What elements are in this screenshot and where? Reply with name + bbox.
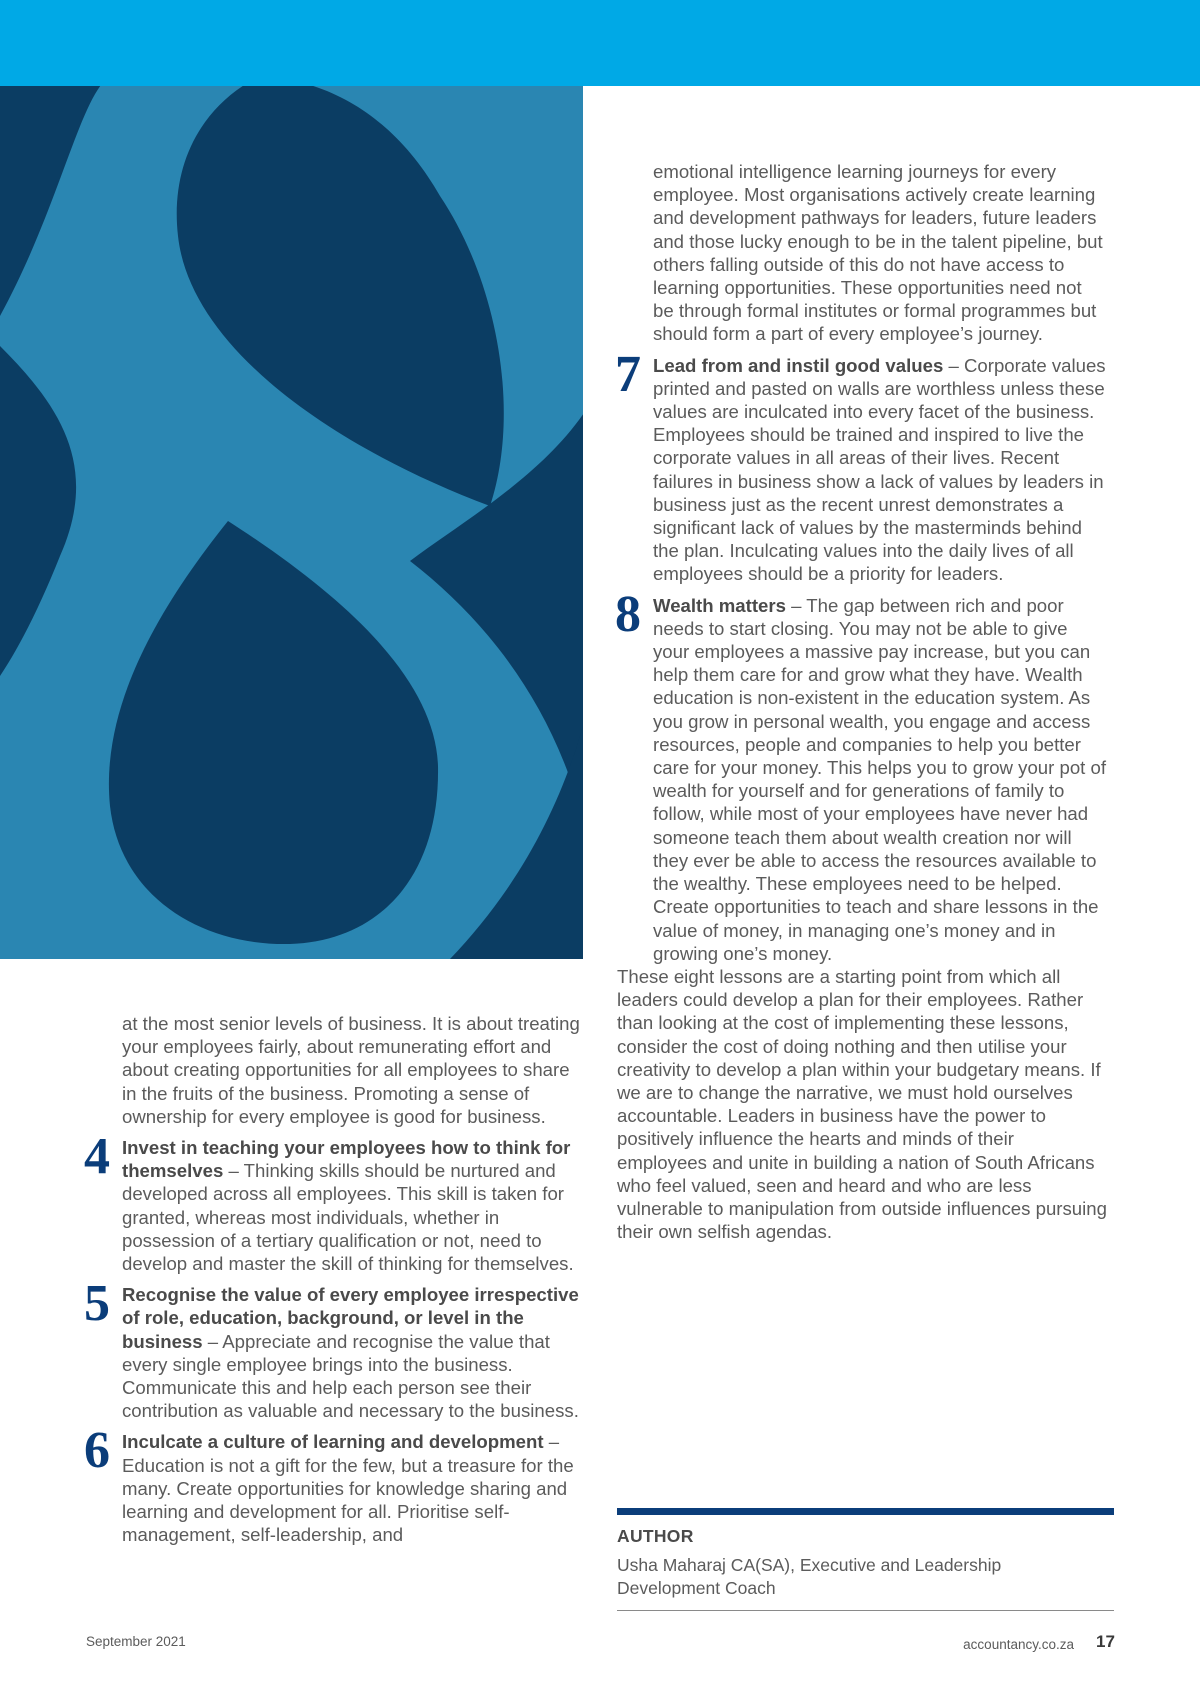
lesson-body: – Education is not a gift for the few, but a treasure for the many. Create opportunities for knowledge sharing and learning and development for all. Prioritise self-management, self-leadership, and: [122, 1431, 574, 1546]
lesson-item-6: [84, 1422, 586, 1546]
lesson-paragraph: [122, 1430, 586, 1546]
author-name: Usha Maharaj CA(SA), Executive and Leadership Development Coach: [617, 1555, 1002, 1598]
hero-numeral-graphic: [0, 86, 583, 959]
page-number: 17: [1096, 1632, 1115, 1651]
footer-site: accountancy.co.za: [963, 1637, 1074, 1652]
lesson-paragraph: [122, 1283, 586, 1422]
lesson-heading: Inculcate a culture of learning and development: [122, 1431, 544, 1453]
lesson-number: 6: [84, 1422, 110, 1480]
lesson-paragraph: [122, 1136, 586, 1275]
author-top-rule: [617, 1508, 1114, 1515]
author-heading: AUTHOR: [617, 1526, 694, 1546]
lesson-number: 7: [615, 345, 641, 403]
lesson-item-8: [615, 585, 1107, 965]
lesson-heading: Recognise the value of every employee irrespective of role, education, background, or level in the business: [122, 1284, 579, 1352]
closing-paragraph: These eight lessons are a starting point from which all leaders could develop a plan for their employees. Rather than looking at the cost of implementing these lessons, consider the cost of doing nothing and then utilise your creativity to develop a plan within your budgetary means. If we are to change the narrative, we must hold ourselves accountable. Leaders in business have the power to positively influence the hearts and minds of their employees and unite in building a nation of South Africans who feel valued, seen and heard and who are less vulnerable to manipulation from outside influences pursuing their own selfish agendas.: [617, 965, 1107, 1243]
right-text-column: [617, 160, 1107, 1243]
lesson-body: – Corporate values printed and pasted on walls are worthless unless these values are inculcated into every facet of the business. Employees should be trained and inspired to live the corporate values in all areas of their lives. Recent failures in business show a lack of values by leaders in business just as the recent unrest demonstrates a significant lack of values by the masterminds behind the plan. Inculcating values into the daily lives of all employees should be a priority for leaders.: [653, 354, 1106, 585]
lesson-item-5: [84, 1275, 586, 1422]
lesson-heading: Wealth matters: [653, 594, 786, 616]
top-color-bar: [0, 0, 1200, 86]
lesson-item-7: [615, 345, 1107, 586]
lesson-heading: Lead from and instil good values: [653, 354, 944, 376]
lesson-paragraph: [653, 594, 1107, 965]
lesson-body: – The gap between rich and poor needs to start closing. You may not be able to give your employees a massive pay increase, but you can help them care for and grow what they have. Wealth education is non-existent in the education system. As you grow in personal wealth, you engage and access resources, people and companies to help you better care for your money. This helps you to grow your pot of wealth for yourself and for generations of family to follow, while most of your employees have never had someone teach them about wealth creation nor will they ever be able to access the resources available to the wealthy. These employees need to be helped. Create opportunities to teach and share lessons in the value of money, in managing one’s money and in growing one’s money.: [653, 594, 1107, 964]
footer-date: September 2021: [86, 1634, 186, 1649]
left-text-column: [86, 1012, 586, 1546]
lesson-heading: Invest in teaching your employees how to think for themselves: [122, 1137, 571, 1182]
lesson-body: – Thinking skills should be nurtured and developed across all employees. This skill is taken for granted, whereas most individuals, whether in possession of a tertiary qualification or not, need to develop and master the skill of thinking for themselves.: [122, 1160, 574, 1275]
lesson-number: 5: [84, 1275, 110, 1333]
lesson-paragraph: [653, 354, 1107, 586]
right-continuation-paragraph: emotional intelligence learning journeys for every employee. Most organisations actively create learning and development pathways for leaders, future leaders and those lucky enough to be in the talent pipeline, but others falling outside of this do not have access to learning opportunities. These opportunities need not be through formal institutes or formal programmes but should form a part of every employee’s journey.: [653, 161, 1103, 345]
lesson-item-4: [84, 1128, 586, 1275]
numeral-eight-svg: [0, 86, 583, 959]
author-bottom-rule: [617, 1610, 1114, 1611]
left-intro-paragraph: at the most senior levels of business. It is about treating your employees fairly, about remunerating effort and about creating opportunities for all employees to share in the fruits of the business. Promoting a sense of ownership for every employee is good for business.: [122, 1013, 580, 1127]
lesson-body: – Appreciate and recognise the value that every single employee brings into the business. Communicate this and help each person see their contribution as valuable and necessary to the business.: [122, 1330, 579, 1422]
lesson-number: 4: [84, 1128, 110, 1186]
lesson-number: 8: [615, 585, 641, 643]
